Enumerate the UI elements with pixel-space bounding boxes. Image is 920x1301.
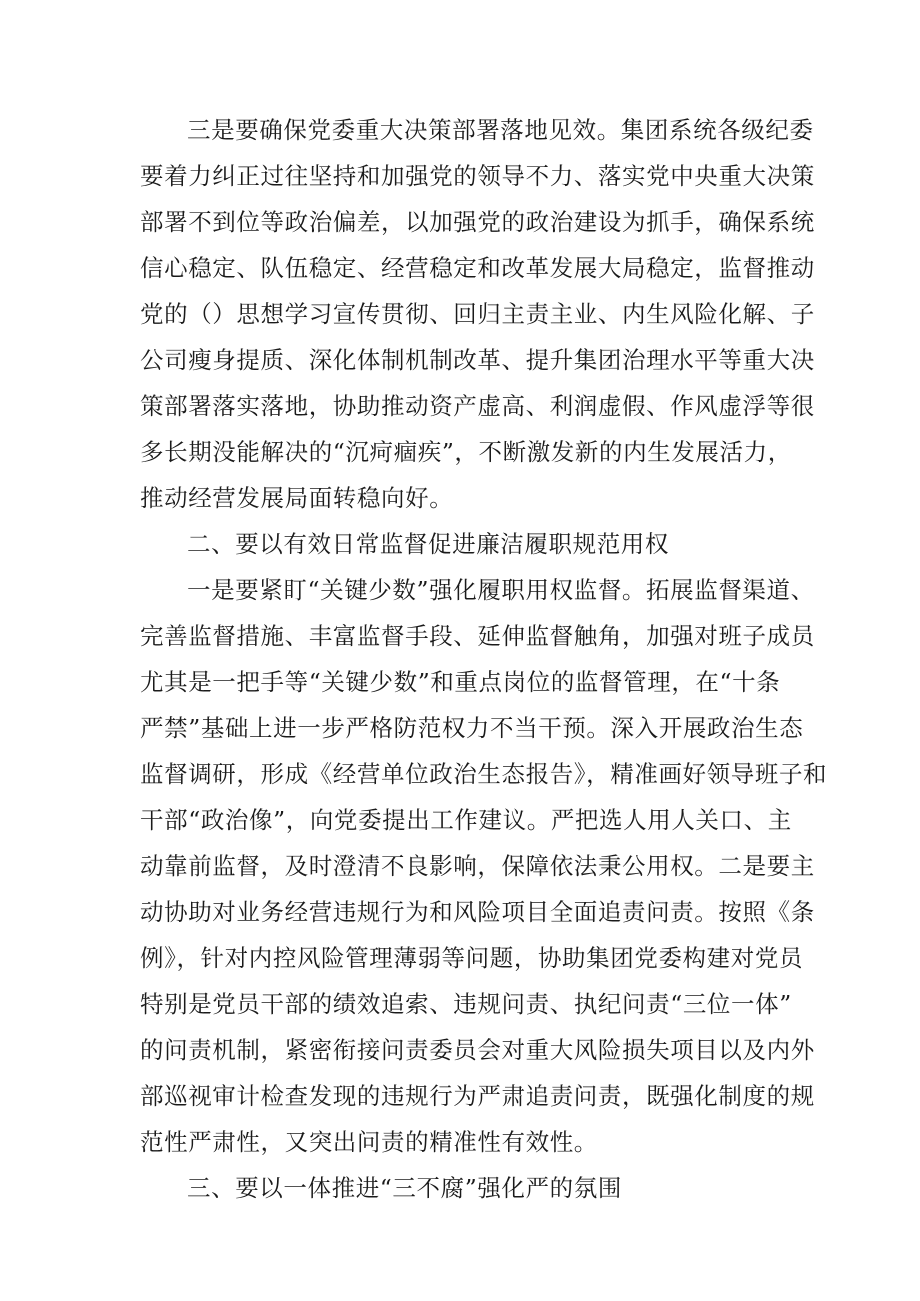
- paragraph-line: 严禁”基础上进一步严格防范权力不当干预。深入开展政治生态: [140, 714, 804, 742]
- paragraph-line: 完善监督措施、丰富监督手段、延伸监督触角，加强对班子成员: [140, 622, 815, 650]
- paragraph-line: 策部署落实落地，协助推动资产虚高、利润虚假、作风虚浮等很: [140, 392, 815, 420]
- paragraph-line: 要着力纠正过往坚持和加强党的领导不力、落实党中央重大决策: [140, 162, 815, 190]
- paragraph-line: 推动经营发展局面转稳向好。: [140, 484, 454, 512]
- paragraph-line: 党的（）思想学习宣传贯彻、回归主责主业、内生风险化解、子: [140, 300, 815, 328]
- section-heading: 二、要以有效日常监督促进廉洁履职规范用权: [187, 530, 669, 558]
- document-body: [140, 107, 828, 1211]
- paragraph-line: 动靠前监督，及时澄清不良影响，保障依法秉公用权。二是要主: [140, 852, 815, 880]
- paragraph-line: 部巡视审计检查发现的违规行为严肃追责问责，既强化制度的规: [140, 1082, 815, 1110]
- paragraph-line: 动协助对业务经营违规行为和风险项目全面追责问责。按照《条: [140, 898, 815, 926]
- paragraph-line: 监督调研，形成《经营单位政治生态报告》，精准画好领导班子和: [140, 760, 828, 788]
- paragraph-line: 范性严肃性，又突出问责的精准性有效性。: [140, 1128, 598, 1156]
- paragraph-line: 的问责机制，紧密衔接问责委员会对重大风险损失项目以及内外: [140, 1036, 815, 1064]
- paragraph-line: 例》，针对内控风险管理薄弱等问题，协助集团党委构建对党员: [140, 944, 804, 972]
- paragraph-line: 公司瘦身提质、深化体制机制改革、提升集团治理水平等重大决: [140, 346, 815, 374]
- paragraph-line: 尤其是一把手等“关键少数”和重点岗位的监督管理，在“十条: [140, 668, 781, 696]
- paragraph-line: 部署不到位等政治偏差，以加强党的政治建设为抓手，确保系统: [140, 208, 815, 236]
- section-heading: 三、要以一体推进“三不腐”强化严的氛围: [187, 1174, 622, 1202]
- paragraph-line: 一是要紧盯“关键少数”强化履职用权监督。拓展监督渠道、: [187, 576, 815, 604]
- paragraph-line: 多长期没能解决的“沉疴痼疾”，不断激发新的内生发展活力，: [140, 438, 792, 466]
- paragraph-line: 特别是党员干部的绩效追索、违规问责、执纪问责“三位一体”: [140, 990, 792, 1018]
- paragraph-line: 三是要确保党委重大决策部署落地见效。集团系统各级纪委: [187, 116, 814, 144]
- paragraph-line: 信心稳定、队伍稳定、经营稳定和改革发展大局稳定，监督推动: [140, 254, 815, 282]
- paragraph-line: 干部“政治像”，向党委提出工作建议。严把选人用人关口、主: [140, 806, 792, 834]
